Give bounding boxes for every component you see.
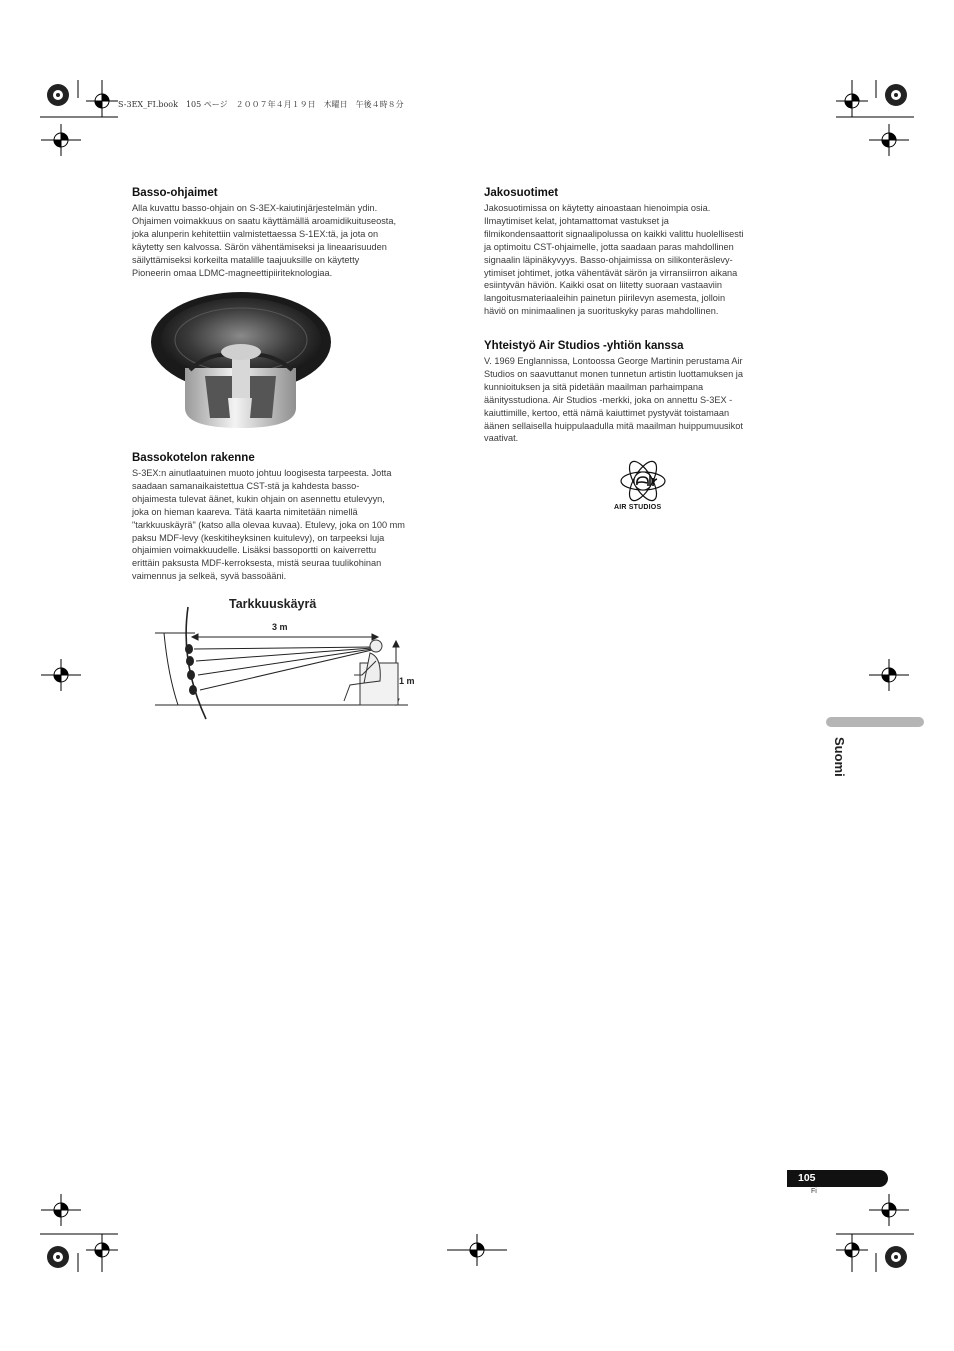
right-column xyxy=(484,187,802,318)
right-column-section2 xyxy=(484,340,802,445)
section-text-enclosure: S-3EX:n ainutlaatuinen muoto johtuu loogisesta tarpeesta. Jotta saadaan samanaikaistettua CST-stä ja kahdesta basso- ohjaimesta tulevat äänet, kukin ohjain on asennettu etulevyyn, joka on hieman kaareva. Tätä kaarta nimitetään nimellä "tarkkuuskäyrä" (katso alla olevaa kuvaa). Etulevy, joka on 100 mm paksu MDF-levy (keskitiheyksinen kuitulevy), on tarpeeksi luja ohjaimien voimakkuudelle. Lisäksi bassoportti on kaiverrettu erittäin paksusta MDF-kerroksesta, mistä seuraa tuulikohinan vaimennus ja selkeä, syvä bassoääni. xyxy=(132,468,405,582)
air-studios-logo xyxy=(618,458,668,504)
woofer-cutaway-illustration xyxy=(150,290,334,432)
distance-label: 3 m xyxy=(272,622,288,632)
section-heading-crossovers: Jakosuotimet xyxy=(484,187,559,199)
section-heading-bass-drivers: Basso-ohjaimet xyxy=(132,187,218,199)
height-label: 1 m xyxy=(399,676,415,686)
left-column xyxy=(132,187,450,279)
page-number: 105 xyxy=(787,1170,888,1187)
language-label: Suomi xyxy=(832,737,847,777)
section-heading-enclosure: Bassokotelon rakenne xyxy=(132,452,255,464)
section-text-air-studios: V. 1969 Englannissa, Lontoossa George Martinin perustama Air Studios on saavuttanut monen tunnetun artistin luottamuksen ja kunnioituksen ja sitä pidetään maailman parhaimpana äänitysstudiona. Air Studios -merkki, joka on annettu S-3EX - kaiuttimille, kertoo, että nämä kaiuttimet pystyvät toistamaan äänen sellaisella huippulaadulla mitä maailman huippumuusikot vaativat. xyxy=(484,356,743,444)
left-column-section2 xyxy=(132,452,450,583)
air-studios-caption: AIR STUDIOS xyxy=(614,504,662,511)
section-heading-air-studios: Yhteistyö Air Studios -yhtiön kanssa xyxy=(484,340,684,352)
section-text-crossovers: Jakosuotimissa on käytetty ainoastaan hienoimpia osia. Ilmaytimiset kelat, johtamattomat vastukset ja filmikondensaattorit signaalipolussa on kaikki valittu huolellisesti ja optimoitu CST-ohjaimelle, jotta saadaan paras mahdollinen signaalin läpinäkyvyys. Basso-ohjaimissa on silikonteräslevy- ytimiset johtimet, jotka vähentävät särön ja virransiirron aikana esiintyvän häviön. Kaikki osat on liitetty suoraan vastaaviin langoitusmateriaaleihin painetun piirilevyn asemesta, jolloin häviö on minimaalinen ja suorituskyky paras mahdollinen. xyxy=(484,203,744,317)
page-lang-code: Fi xyxy=(811,1188,817,1195)
section-text-bass-drivers: Alla kuvattu basso-ohjain on S-3EX-kaiutinjärjestelmän ydin. Ohjaimen voimakkuus on saatu käyttämällä aroamidikuituseosta, joka alunperin kehitettiin valmistettaessa S-1EX:tä, ja jota on käytetty sen kalvossa. Särön vähentämiseksi ja lineaarisuuden säilyttämiseksi korkeilta matalille taajuuksille on käytetty Pioneerin omaa LDMC-magneettipiiriteknologiaa. xyxy=(132,203,397,278)
language-tab-bar xyxy=(826,717,924,727)
print-header-line: S-3EX_FI.book 105 ページ ２００７年４月１９日 木曜日 午後４時８分 xyxy=(118,100,404,109)
diagram-title: Tarkkuuskäyrä xyxy=(229,597,317,611)
precision-curve-diagram xyxy=(150,605,412,723)
